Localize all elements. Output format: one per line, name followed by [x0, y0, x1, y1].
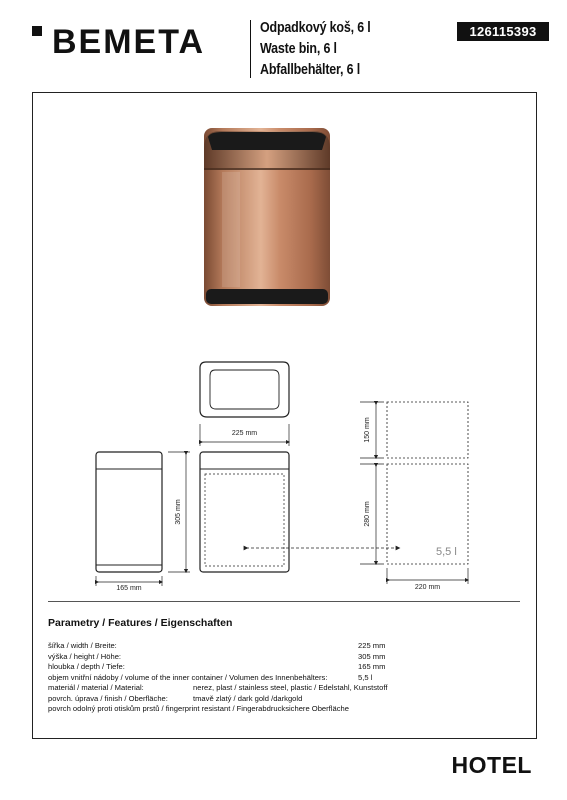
waste-bin-image [204, 128, 330, 306]
title-en: Waste bin, 6 l [260, 41, 337, 57]
dim-body-height [360, 464, 384, 564]
spec-label: objem vnitřní nádoby / volume of the inner container / Volumen des Innenbehälters: [48, 672, 328, 682]
dim-top-width-label: 225 mm [231, 430, 258, 437]
spec-row-volume [48, 673, 508, 684]
spec-label: hloubka / depth / Tiefe: [48, 662, 125, 671]
clearance-view [387, 402, 468, 564]
features-title: Parametry / Features / Eigenschaften [48, 617, 233, 629]
spec-row-depth [48, 662, 508, 673]
spec-row-material [48, 683, 508, 694]
dim-body-height-label: 280 mm [364, 501, 371, 527]
top-view [200, 362, 289, 417]
volume-label: 5,5 l [436, 546, 457, 558]
dim-lid-height [360, 402, 384, 458]
dim-clearance-width [387, 568, 468, 591]
spec-row-fingerprint [48, 704, 508, 715]
volume-indicator [246, 546, 457, 558]
spec-value: nerez, plast / stainless steel, plastic / Edelstahl, Kunststoff [193, 683, 388, 692]
spec-label: výška / height / Höhe: [48, 651, 122, 661]
spec-row-finish [48, 694, 508, 705]
dim-lid-height-label: 150 mm [364, 417, 371, 443]
category-label: HOTEL [451, 752, 532, 778]
product-code: 126115393 [457, 22, 549, 41]
dim-clearance-width-label: 220 mm [414, 584, 441, 591]
spec-row-height [48, 652, 508, 663]
spec-value: 5,5 l [358, 672, 373, 682]
logo-wordmark: BEMETA [52, 23, 206, 60]
spec-label: šířka / width / Breite: [48, 641, 117, 650]
spec-label: povrch. úprava / finish / Oberfläche: [48, 693, 168, 703]
front-view [200, 452, 289, 572]
spec-label: povrch odolný proti otiskům prstů / fingerprint resistant / Fingerabdrucksichere Oberfläche [48, 704, 349, 713]
spec-row-width [48, 641, 508, 652]
dim-depth [96, 576, 162, 592]
title-cz: Odpadkový koš, 6 l [260, 20, 371, 36]
features-table [48, 641, 508, 715]
spec-value: 165 mm [358, 662, 386, 671]
dim-top-width [200, 424, 289, 446]
side-view [96, 452, 162, 572]
spec-value: tmavě zlatý / dark gold /darkgold [193, 693, 303, 703]
spec-value: 305 mm [358, 651, 386, 661]
title-de: Abfallbehälter, 6 l [260, 62, 360, 78]
spec-label: materiál / material / Material: [48, 683, 144, 692]
spec-value: 225 mm [358, 641, 386, 650]
dim-height-label: 305 mm [175, 499, 182, 525]
dim-height [168, 452, 190, 572]
section-divider [48, 601, 520, 602]
dim-depth-label: 165 mm [116, 585, 142, 592]
